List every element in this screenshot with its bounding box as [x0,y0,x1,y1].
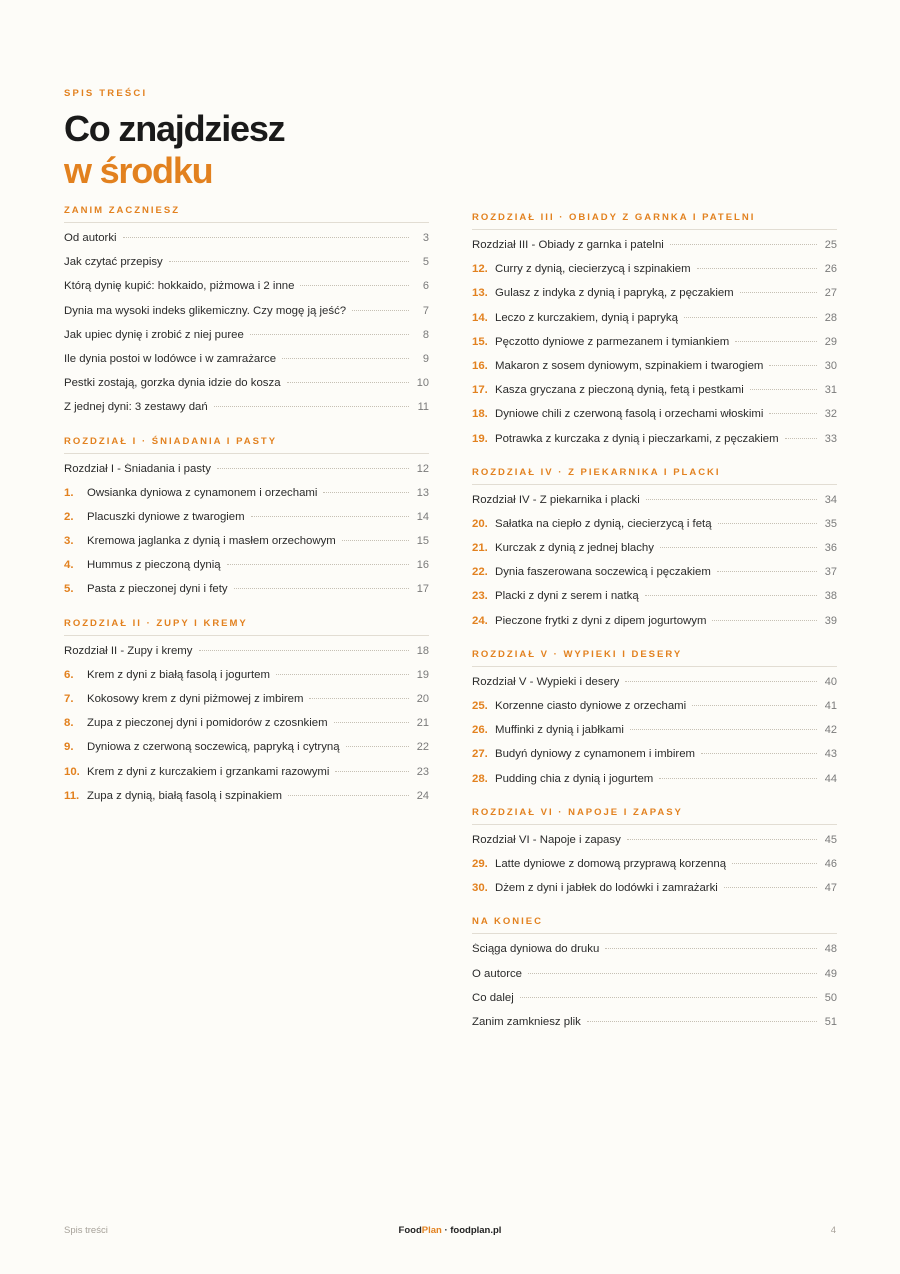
entry-title: Sałatka na ciepło z dynią, ciecierzycą i fetą [495,517,712,530]
entry-title: Rozdział VI - Napoje i zapasy [472,833,621,846]
entry-page-number: 47 [824,882,837,895]
entry-title: Pasta z pieczonej dyni i fety [87,583,228,596]
eyebrow-label: SPIS TREŚCI [64,88,148,99]
toc-entry[interactable] [472,882,837,906]
recipe-number: 21. [472,542,488,555]
dotted-leader [740,292,817,293]
footer-page-number: 4 [830,1225,836,1236]
entry-page-number: 3 [422,232,429,244]
entry-title: Pieczone frytki z dyni z dipem jogurtowym [495,614,707,627]
entry-title: Muffinki z dynią i jabłkami [495,724,624,737]
entry-page-number: 46 [824,857,837,870]
recipe-number: 2. [64,510,74,523]
entry-title: Ściąga dyniowa do druku [472,943,600,956]
toc-entry[interactable] [64,766,429,790]
entry-page-number: 35 [824,517,837,530]
footer-brand [0,1225,900,1236]
entry-page-number: 16 [416,559,429,572]
entry-title: Zupa z dynią, białą fasolą i szpinakiem [87,789,283,802]
entry-title: Zanim zamkniesz plik [472,1015,581,1028]
entry-title: Pestki zostają, gorzka dynia idzie do kosza [64,377,281,390]
footer-section-name: Spis treści [64,1225,108,1236]
entry-title: Potrawka z kurczaka z dynią i pieczarkami, z pęczakiem [495,432,779,445]
entry-page-number: 13 [416,486,429,499]
entry-page-number: 32 [824,408,837,421]
entry-title: Dyniowe chili z czerwoną fasolą i orzechami włoskimi [495,408,764,421]
entry-title: Placki z dyni z serem i natką [495,590,639,603]
dotted-leader [587,1021,817,1022]
recipe-number: 12. [472,263,488,276]
dotted-leader [227,564,409,565]
entry-title: O autorce [472,967,523,980]
section-heading: ROZDZIAŁ III · OBIADY Z GARNKA I PATELNI [472,212,837,230]
brand-food: Food [398,1225,422,1236]
entry-title: Owsianka dyniowa z cynamonem i orzechami [87,486,318,499]
toc-entry[interactable] [64,377,429,401]
entry-title: Rozdział III - Obiady z garnka i patelni [472,239,664,251]
recipe-number: 13. [472,287,488,300]
recipe-number: 16. [472,359,488,372]
toc-entry[interactable] [472,360,837,384]
toc-right-column [472,212,837,1050]
toc-entry[interactable] [472,700,837,724]
title-line-2: w środku [64,150,213,191]
entry-page-number: 33 [824,432,837,445]
section-heading: ROZDZIAŁ II · ZUPY I KREMY [64,618,429,636]
brand-plan: Plan [421,1225,442,1236]
recipe-number: 29. [472,857,488,870]
section-heading: ROZDZIAŁ VI · NAPOJE I ZAPASY [472,807,837,825]
entry-page-number: 28 [824,311,837,324]
recipe-number: 11. [64,789,80,802]
entry-page-number: 42 [824,724,837,737]
toc-entry[interactable] [64,535,429,559]
toc-entry[interactable] [64,487,429,511]
section-heading: NA KONIEC [472,916,837,934]
entry-title: Leczo z kurczakiem, dynią i papryką [495,311,678,324]
entry-title: Korzenne ciasto dyniowe z orzechami [495,700,687,712]
dotted-leader [724,887,817,888]
entry-page-number: 18 [416,644,429,657]
entry-page-number: 40 [824,675,837,688]
toc-entry[interactable] [472,312,837,336]
recipe-number: 8. [64,717,74,730]
entry-page-number: 34 [824,493,837,506]
recipe-number: 26. [472,724,488,737]
dotted-leader [645,595,817,596]
toc-entry[interactable] [472,724,837,748]
entry-title: Dyniowa z czerwoną soczewicą, papryką i cytryną [87,741,340,754]
toc-section [472,649,837,797]
dotted-leader [334,722,409,723]
toc-entry[interactable] [64,583,429,607]
dotted-leader [660,547,817,548]
entry-page-number: 37 [824,566,837,579]
dotted-leader [287,382,409,383]
toc-entry[interactable] [64,329,429,353]
entry-page-number: 8 [422,328,429,341]
entry-title: Kasza gryczana z pieczoną dynią, fetą i pestkami [495,384,744,397]
toc-entry[interactable] [472,858,837,882]
toc-entry[interactable] [64,559,429,583]
entry-title: Kremowa jaglanka z dynią i masłem orzechowym [87,535,336,548]
dotted-leader [335,771,409,772]
entry-page-number: 22 [416,741,429,754]
entry-page-number: 23 [416,765,429,778]
recipe-number: 7. [64,693,74,705]
toc-entry[interactable] [472,943,837,967]
entry-page-number: 25 [824,239,837,251]
toc-section [472,916,837,1040]
dotted-leader [346,746,409,747]
dotted-leader [276,674,409,675]
toc-entry[interactable] [472,566,837,590]
toc-entry[interactable] [472,494,837,518]
recipe-number: 6. [64,668,74,681]
toc-entry[interactable] [472,408,837,432]
toc-section [64,618,429,814]
dotted-leader [697,268,817,269]
brand-site: · foodplan.pl [441,1225,502,1236]
recipe-number: 3. [64,535,74,548]
toc-section [472,212,837,457]
dotted-leader [342,540,409,541]
entry-title: Rozdział IV - Z piekarnika i placki [472,493,640,506]
toc-entry[interactable] [64,463,429,487]
recipe-number: 27. [472,748,488,761]
entry-title: Którą dynię kupić: hokkaido, piżmowa i 2 inne [64,280,295,293]
entry-title: Latte dyniowe z domową przyprawą korzenną [495,857,727,870]
entry-title: Zupa z pieczonej dyni i pomidorów z czosnkiem [87,717,328,730]
entry-page-number: 49 [824,967,837,980]
dotted-leader [217,468,409,469]
entry-title: Jak czytać przepisy [64,256,163,269]
toc-entry[interactable] [472,433,837,457]
dotted-leader [627,839,817,840]
recipe-number: 20. [472,517,488,530]
entry-page-number: 51 [824,1015,837,1028]
section-heading: ROZDZIAŁ V · WYPIEKI I DESERY [472,649,837,667]
section-heading: ZANIM ZACZNIESZ [64,205,429,223]
recipe-number: 1. [64,486,74,499]
entry-page-number: 39 [824,614,837,627]
toc-entry[interactable] [64,401,429,425]
recipe-number: 19. [472,432,488,445]
dotted-leader [785,438,817,439]
entry-title: Dżem z dyni i jabłek do lodówki i zamrażarki [495,882,718,895]
entry-title: Curry z dynią, ciecierzycą i szpinakiem [495,263,691,276]
toc-entry[interactable] [472,773,837,797]
toc-left-column [64,205,429,824]
entry-page-number: 21 [416,717,429,730]
toc-entry[interactable] [472,676,837,700]
entry-page-number: 45 [824,833,837,846]
entry-page-number: 6 [422,280,429,293]
recipe-number: 24. [472,614,488,627]
entry-title: Pudding chia z dynią i jogurtem [495,772,654,785]
recipe-number: 9. [64,741,74,754]
entry-title: Hummus z pieczoną dynią [87,559,221,572]
toc-entry[interactable] [64,717,429,741]
entry-title: Jak upiec dynię i zrobić z niej puree [64,328,244,341]
recipe-number: 18. [472,408,488,421]
entry-page-number: 10 [416,377,429,390]
entry-page-number: 38 [824,590,837,603]
entry-page-number: 43 [824,748,837,761]
recipe-number: 5. [64,583,74,596]
entry-title: Dynia ma wysoki indeks glikemiczny. Czy mogę ją jeść? [64,304,347,317]
recipe-number: 4. [64,559,74,572]
entry-title: Z jednej dyni: 3 zestawy dań [64,401,208,414]
entry-title: Dynia faszerowana soczewicą i pęczakiem [495,566,711,579]
entry-title: Kokosowy krem z dyni piżmowej z imbirem [87,693,304,705]
recipe-number: 14. [472,311,488,324]
toc-entry[interactable] [472,263,837,287]
entry-title: Rozdział V - Wypieki i desery [472,675,620,688]
entry-page-number: 48 [824,943,837,956]
entry-title: Co dalej [472,991,514,1004]
dotted-leader [352,310,409,311]
dotted-leader [625,681,817,682]
entry-page-number: 26 [824,263,837,276]
entry-title: Krem z dyni z białą fasolą i jogurtem [87,668,270,681]
recipe-number: 30. [472,882,488,895]
dotted-leader [717,571,817,572]
dotted-leader [214,406,409,407]
dotted-leader [769,365,817,366]
entry-page-number: 30 [824,359,837,372]
entry-page-number: 11 [417,401,429,414]
recipe-number: 25. [472,700,488,712]
toc-entry[interactable] [64,305,429,329]
dotted-leader [712,620,817,621]
toc-entry[interactable] [64,669,429,693]
entry-title: Placuszki dyniowe z twarogiem [87,510,245,523]
toc-entry[interactable] [472,590,837,614]
entry-page-number: 27 [824,287,837,300]
dotted-leader [250,334,409,335]
entry-page-number: 9 [422,352,429,365]
dotted-leader [732,863,817,864]
dotted-leader [169,261,409,262]
dotted-leader [528,973,817,974]
toc-entry[interactable] [472,542,837,566]
dotted-leader [123,237,409,238]
toc-entry[interactable] [472,336,837,360]
dotted-leader [282,358,409,359]
entry-page-number: 24 [416,789,429,802]
dotted-leader [199,650,410,651]
toc-entry[interactable] [64,280,429,304]
dotted-leader [646,499,817,500]
toc-entry[interactable] [472,968,837,992]
entry-title: Kurczak z dynią z jednej blachy [495,542,654,555]
section-heading: ROZDZIAŁ I · ŚNIADANIA I PASTY [64,436,429,454]
entry-page-number: 15 [416,535,429,548]
recipe-number: 17. [472,384,488,397]
dotted-leader [300,285,409,286]
toc-entry[interactable] [472,287,837,311]
toc-entry[interactable] [472,834,837,858]
toc-entry[interactable] [64,232,429,256]
toc-entry[interactable] [64,353,429,377]
toc-entry[interactable] [472,384,837,408]
entry-page-number: 14 [416,510,429,523]
entry-title: Rozdział II - Zupy i kremy [64,644,193,657]
toc-entry[interactable] [472,748,837,772]
dotted-leader [769,413,817,414]
entry-title: Gulasz z indyka z dynią i papryką, z pęczakiem [495,287,734,300]
recipe-number: 28. [472,772,488,785]
entry-page-number: 12 [416,462,429,475]
entry-title: Pęczotto dyniowe z parmezanem i tymiankiem [495,335,730,348]
recipe-number: 10. [64,765,80,778]
dotted-leader [750,389,817,390]
entry-page-number: 31 [824,384,837,397]
toc-section [64,436,429,608]
toc-entry[interactable] [472,239,837,263]
dotted-leader [605,948,817,949]
entry-title: Krem z dyni z kurczakiem i grzankami razowymi [87,765,330,778]
entry-title: Od autorki [64,232,117,244]
toc-entry[interactable] [472,615,837,639]
title-line-1: Co znajdziesz [64,108,285,149]
entry-title: Ile dynia postoi w lodówce i w zamrażarce [64,352,277,365]
toc-entry[interactable] [64,256,429,280]
toc-entry[interactable] [472,518,837,542]
dotted-leader [520,997,817,998]
dotted-leader [670,244,817,245]
entry-page-number: 36 [824,542,837,555]
entry-title: Makaron z sosem dyniowym, szpinakiem i twarogiem [495,359,764,372]
entry-page-number: 5 [422,256,429,269]
dotted-leader [684,317,817,318]
entry-title: Rozdział I - Śniadania i pasty [64,462,211,475]
dotted-leader [659,778,817,779]
recipe-number: 23. [472,590,488,603]
page-title [64,108,284,192]
entry-page-number: 19 [416,668,429,681]
entry-page-number: 44 [824,772,837,785]
section-heading: ROZDZIAŁ IV · Z PIEKARNIKA I PLACKI [472,467,837,485]
entry-page-number: 20 [416,693,429,705]
toc-entry[interactable] [472,992,837,1016]
toc-entry[interactable] [64,511,429,535]
toc-entry[interactable] [64,645,429,669]
toc-section [472,467,837,639]
toc-entry[interactable] [64,790,429,814]
toc-entry[interactable] [64,693,429,717]
entry-page-number: 50 [824,991,837,1004]
entry-page-number: 17 [416,583,429,596]
toc-section [472,807,837,907]
dotted-leader [630,729,817,730]
recipe-number: 15. [472,335,488,348]
dotted-leader [234,588,409,589]
recipe-number: 22. [472,566,488,579]
toc-entry[interactable] [64,741,429,765]
entry-page-number: 29 [824,335,837,348]
dotted-leader [735,341,817,342]
dotted-leader [288,795,409,796]
entry-page-number: 41 [824,700,837,712]
dotted-leader [701,753,817,754]
toc-entry[interactable] [472,1016,837,1040]
dotted-leader [251,516,409,517]
toc-section [64,205,429,426]
entry-title: Budyń dyniowy z cynamonem i imbirem [495,748,696,761]
entry-page-number: 7 [422,304,429,317]
dotted-leader [718,523,817,524]
dotted-leader [309,698,409,699]
dotted-leader [692,705,817,706]
dotted-leader [323,492,409,493]
